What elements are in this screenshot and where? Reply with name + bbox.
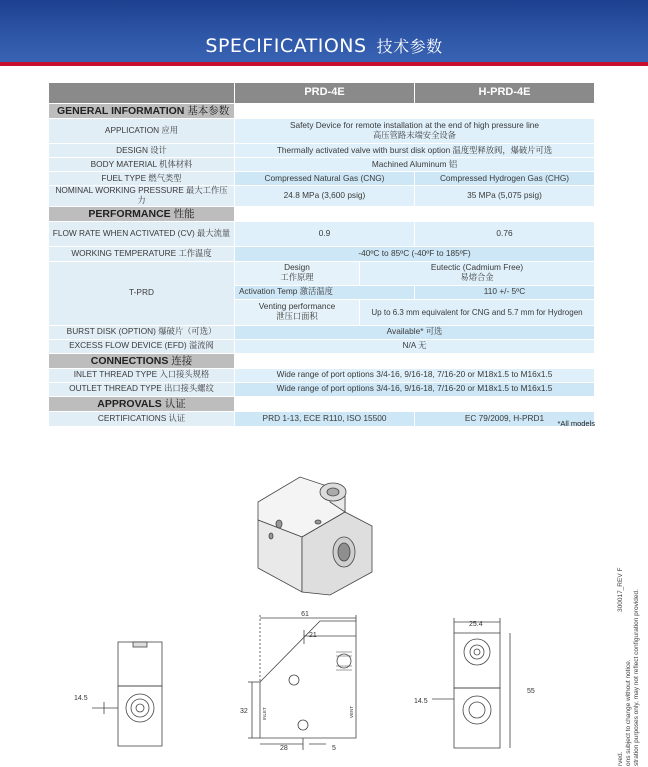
header-banner: [0, 0, 648, 66]
dim-55: 55: [527, 688, 535, 695]
section-label: CONNECTIONS 连接: [49, 353, 235, 368]
section-connections: [49, 353, 595, 368]
row-value: N/A 无: [235, 339, 595, 353]
row-tprd-design: [49, 261, 595, 285]
row-label-tprd: T-PRD: [49, 261, 235, 325]
row-label: NOMINAL WORKING PRESSURE 最大工作压力: [49, 186, 235, 207]
row-inlet-thread: [49, 368, 595, 382]
row-value-prd: 0.9: [235, 221, 415, 246]
page-title-cn: 技术参数: [376, 37, 443, 56]
section-label: GENERAL INFORMATION 基本参数: [49, 104, 235, 119]
dim-32: 32: [240, 708, 248, 715]
row-label: FUEL TYPE 燃气类型: [49, 172, 235, 186]
row-label: BODY MATERIAL 机体材料: [49, 158, 235, 172]
technical-drawings: [0, 440, 648, 767]
row-label: APPLICATION 应用: [49, 119, 235, 144]
vent-label: VENT: [349, 705, 354, 718]
row-value-prd: PRD 1-13, ECE R110, ISO 15500: [235, 411, 415, 426]
dim-25-4: 25.4: [469, 621, 483, 628]
row-value-hprd: 0.76: [415, 221, 595, 246]
row-label: WORKING TEMPERATURE 工作温度: [49, 246, 235, 261]
dim-5: 5: [332, 745, 336, 752]
tprd-activation-label: Activation Temp 激活温度: [235, 285, 415, 299]
row-value: Wide range of port options 3/4-16, 9/16-18, 7/16-20 or M18x1.5 to M16x1.5: [235, 368, 595, 382]
document-code: 300017_REV F: [617, 567, 624, 612]
row-label: OUTLET THREAD TYPE 出口接头螺纹: [49, 382, 235, 396]
right-view: [432, 618, 510, 748]
row-nominal-pressure: [49, 186, 595, 207]
row-burst-disk: [49, 325, 595, 339]
dim-14-5-right: 14.5: [414, 698, 428, 705]
row-flow-rate: [49, 221, 595, 246]
section-approvals: [49, 396, 595, 411]
row-body-material: [49, 158, 595, 172]
row-value: Safety Device for remote installation at the end of high pressure line 高压管路末端安全设备: [235, 119, 595, 144]
row-outlet-thread: [49, 382, 595, 396]
inlet-label: INLET: [262, 707, 267, 720]
row-value-prd: Compressed Natural Gas (CNG): [235, 172, 415, 186]
dim-14-5-left: 14.5: [74, 695, 88, 702]
row-value-hprd: 35 MPa (5,075 psig): [415, 186, 595, 207]
row-value-prd: 24.8 MPa (3,600 psig): [235, 186, 415, 207]
row-value-hprd: EC 79/2009, H-PRD1: [415, 411, 595, 426]
row-label: FLOW RATE WHEN ACTIVATED (CV) 最大流量: [49, 221, 235, 246]
row-value: Wide range of port options 3/4-16, 9/16-18, 7/16-20 or M18x1.5 to M16x1.5: [235, 382, 595, 396]
column-h-prd-4e: H-PRD-4E: [415, 83, 595, 104]
row-certifications: [49, 411, 595, 426]
tprd-design-value: Eutectic (Cadmium Free) 易熔合金: [360, 261, 595, 285]
row-value: Machined Aluminum 铝: [235, 158, 595, 172]
table-header-row: [49, 83, 595, 104]
row-label: INLET THREAD TYPE 入口接头规格: [49, 368, 235, 382]
all-models-note: *All models: [557, 419, 595, 428]
row-design: [49, 144, 595, 158]
disclaimer-line-1: ons subject to change without notice.: [625, 659, 632, 766]
tprd-design-label: Design 工作原理: [235, 261, 360, 285]
dim-21: 21: [309, 632, 317, 639]
section-performance: [49, 206, 595, 221]
disclaimer-line-2: stration purposes only, may not reflect configuration provided.: [633, 589, 640, 766]
row-working-temperature: [49, 246, 595, 261]
column-prd-4e: PRD-4E: [235, 83, 415, 104]
row-label: CERTIFICATIONS 认证: [49, 411, 235, 426]
row-value: -40ºC to 85ºC (-40ºF to 185ºF): [235, 246, 595, 261]
tprd-activation-value: 110 +/- 5ºC: [415, 285, 595, 299]
row-efd: [49, 339, 595, 353]
drawings-svg: [0, 440, 648, 767]
left-view: [92, 642, 162, 746]
section-general-information: [49, 104, 595, 119]
tprd-venting-value: Up to 6.3 mm equivalent for CNG and 5.7 mm for Hydrogen: [360, 299, 595, 325]
section-label: PERFORMANCE 性能: [49, 206, 235, 221]
page-title-en: SPECIFICATIONS: [205, 35, 367, 57]
row-label: DESIGN 设计: [49, 144, 235, 158]
disclaimer-line-3: rved.: [617, 751, 624, 766]
front-view: [248, 615, 356, 750]
row-application: [49, 119, 595, 144]
specifications-table: [48, 82, 595, 427]
dim-28: 28: [280, 745, 288, 752]
row-label: BURST DISK (OPTION) 爆破片（可选）: [49, 325, 235, 339]
row-label: EXCESS FLOW DEVICE (EFD) 溢流阀: [49, 339, 235, 353]
dim-61: 61: [301, 611, 309, 618]
header-blank-cell: [49, 83, 235, 104]
row-value: Thermally activated valve with burst disk option 温度型释放阀，爆破片可选: [235, 144, 595, 158]
row-value: Available* 可选: [235, 325, 595, 339]
tprd-venting-label: Venting performance 泄压口面积: [235, 299, 360, 325]
isometric-view: [258, 477, 372, 595]
row-fuel-type: [49, 172, 595, 186]
section-label: APPROVALS 认证: [49, 396, 235, 411]
page-title: [0, 34, 648, 57]
header-accent-line: [0, 62, 648, 66]
row-value-hprd: Compressed Hydrogen Gas (CHG): [415, 172, 595, 186]
